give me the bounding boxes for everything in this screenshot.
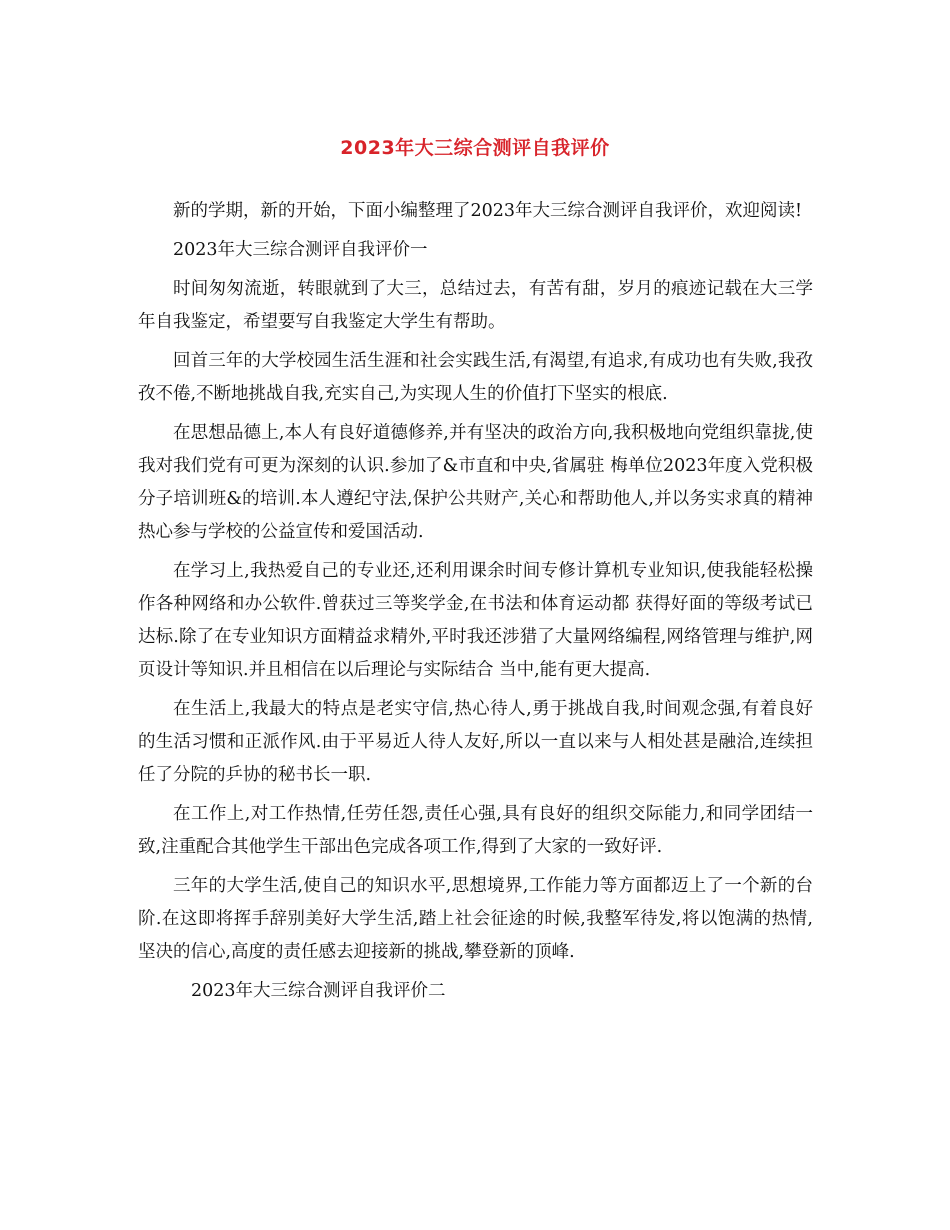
intro-paragraph: 新的学期，新的开始，下面小编整理了2023年大三综合测评自我评价，欢迎阅读!: [173, 201, 803, 221]
document-body: [138, 195, 813, 1014]
document-title: 2023年大三综合测评自我评价: [340, 137, 610, 159]
body-paragraph: 在思想品德上,本人有良好道德修养,并有坚决的政治方向,我积极地向党组织靠拢,使我对我们党有可更为深刻的认识.参加了&市直和中央,省属驻 梅单位2023年度入党积极分子培训班&的培训.本人遵纪守法,保护公共财产,关心和帮助他人,并以务实求真的精神热心参与学校的公益宣传和爱国活动.: [138, 423, 813, 542]
body-paragraph: 在学习上,我热爱自己的专业还,还利用课余时间专修计算机专业知识,使我能轻松操作各种网络和办公软件.曾获过三等奖学金,在书法和体育运动都 获得好面的等级考试已达标.除了在专业知识方面精益求精外,平时我还涉猎了大量网络编程,网络管理与维护,网页设计等知识.并且相信在以后理论与实际结合 当中,能有更大提高.: [138, 561, 813, 680]
section-heading-2: 2023年大三综合测评自我评价二: [191, 981, 446, 1001]
body-paragraph: 三年的大学生活,使自己的知识水平,思想境界,工作能力等方面都迈上了一个新的台阶.在这即将挥手辞别美好大学生活,踏上社会征途的时候,我整军待发,将以饱满的热情,坚决的信心,高度的责任感去迎接新的挑战,攀登新的顶峰.: [138, 876, 813, 962]
body-paragraph: 在生活上,我最大的特点是老实守信,热心待人,勇于挑战自我,时间观念强,有着良好的生活习惯和正派作风.由于平易近人待人友好,所以一直以来与人相处甚是融洽,连续担任了分院的乒协的秘书长一职.: [138, 699, 813, 785]
body-paragraph: 在工作上,对工作热情,任劳任怨,责任心强,具有良好的组织交际能力,和同学团结一致,注重配合其他学生干部出色完成各项工作,得到了大家的一致好评.: [138, 804, 813, 857]
section-heading-1: 2023年大三综合测评自我评价一: [173, 240, 428, 260]
body-paragraph: 时间匆匆流逝，转眼就到了大三，总结过去，有苦有甜，岁月的痕迹记载在大三学年自我鉴定，希望要写自我鉴定大学生有帮助。: [138, 279, 813, 332]
body-paragraph: 回首三年的大学校园生活生涯和社会实践生活,有渴望,有追求,有成功也有失败,我孜孜不倦,不断地挑战自我,充实自己,为实现人生的价值打下坚实的根底.: [138, 351, 813, 404]
